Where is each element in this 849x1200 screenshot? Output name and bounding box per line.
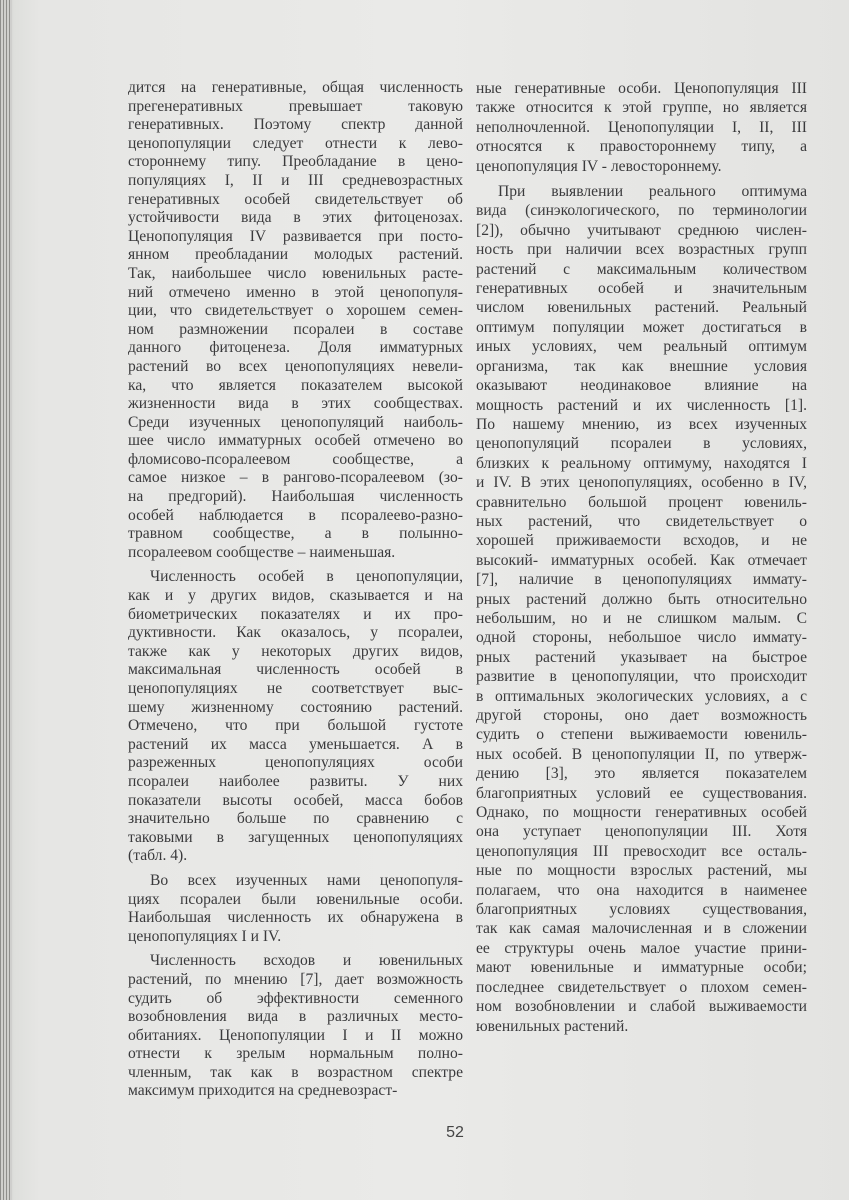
- text-line: устойчивости вида в этих фитоценозах.: [128, 209, 463, 227]
- text-line: ценопопуляция III превосходит все осталь-: [476, 842, 807, 860]
- text-line: ность при наличии всех возрастных групп: [476, 241, 807, 259]
- text-line: псоралеевом сообществе – наименьшая.: [128, 543, 396, 561]
- text-line: травном сообществе, а в полынно-: [128, 525, 463, 543]
- text-line: прегенеративных превышает таковую: [128, 97, 463, 115]
- text-line: растений во всех ценопопуляциях невели-: [128, 357, 463, 375]
- text-line: относятся к правостороннему типу, а: [476, 138, 807, 156]
- left-text-column: [128, 79, 463, 1107]
- text-line: ний отмечено именно в этой ценопопуля-: [128, 283, 463, 301]
- text-line: полагаем, что она находится в наименее: [476, 881, 807, 899]
- text-line: ции, что свидетельствует о хорошем семен-: [128, 302, 463, 320]
- text-line: Отмечено, что при большой густоте: [128, 717, 463, 735]
- text-line: По нашему мнению, из всех изученных: [476, 415, 807, 433]
- text-line: ном размножении псоралеи в составе: [128, 320, 463, 338]
- text-line: дуктивности. Как оказалось, у псоралеи,: [128, 624, 463, 642]
- text-line: одной стороны, небольшое число иммату-: [476, 629, 807, 647]
- text-line: членным, так как в возрастном спектре: [128, 1063, 463, 1081]
- text-line: максимум приходится на средневозраст-: [128, 1082, 398, 1100]
- text-line: шее число имматурных особей отмечено во: [128, 432, 463, 450]
- text-line: дению [3], это является показателем: [476, 765, 807, 783]
- text-line: рных растений указывает на быстрое: [476, 648, 807, 666]
- book-binding-edge: [0, 0, 12, 1200]
- text-line: на предгорий). Наибольшая численность: [128, 488, 463, 506]
- text-line: Численность особей в ценопопуляции,: [150, 568, 463, 586]
- text-line: генеративных. Поэтому спектр данной: [128, 116, 463, 134]
- text-line: возобновления вида в различных место-: [128, 1008, 463, 1026]
- text-line: ценопопуляций псоралеи в условиях,: [476, 435, 807, 453]
- text-line: значительно больше по сравнению с: [128, 810, 463, 828]
- text-line: (табл. 4).: [128, 847, 188, 865]
- right-text-column: [476, 79, 807, 1042]
- text-line: ее структуры очень малое участие прини-: [476, 939, 807, 957]
- text-line: благоприятных условий ее существования.: [476, 784, 807, 802]
- paragraph: [128, 79, 463, 562]
- text-line: другой стороны, оно дает возможность: [476, 707, 807, 724]
- text-line: максимальная численность особей в: [128, 661, 463, 679]
- paragraph: [128, 952, 463, 1101]
- text-line: числом ювенильных растений. Реальный: [476, 299, 807, 317]
- text-line: особей наблюдается в псоралеево-разно-: [128, 506, 463, 524]
- text-line: ном возобновлении и слабой выживаемости: [476, 998, 807, 1016]
- text-line: дится на генеративные, общая численность: [128, 79, 463, 96]
- text-line: псоралеи наиболее развиты. У них: [128, 772, 463, 790]
- text-line: в оптимальных экологических условиях, а с: [476, 687, 807, 705]
- text-line: отнести к зрелым нормальным полно-: [128, 1045, 463, 1063]
- paragraph: [476, 79, 807, 176]
- text-line: близких к реальному оптимуму, находятся I: [476, 454, 807, 472]
- text-line: развитие в ценопопуляции, что происходит: [476, 668, 807, 686]
- text-line: также относится к этой группе, но является: [476, 99, 807, 117]
- text-line: ценопопуляция IV - левостороннему.: [476, 157, 722, 175]
- text-line: растений, по мнению [7], дает возможность: [128, 970, 463, 988]
- text-line: шему жизненному состоянию растений.: [128, 698, 463, 716]
- text-line: последнее свидетельствует о плохом семен-: [476, 978, 807, 996]
- text-line: растений с максимальным количеством: [476, 260, 807, 278]
- paragraph: [128, 872, 463, 946]
- text-line: генеративных особей и значительным: [476, 280, 807, 298]
- text-line: самое низкое – в рангово-псоралеевом (зо-: [128, 469, 463, 487]
- text-line: ценопопуляции следует отнести к лево-: [128, 134, 463, 152]
- text-line: вида (синэкологического, по терминологии: [476, 202, 807, 220]
- text-line: разреженных ценопопуляциях особи: [128, 754, 463, 772]
- text-line: данного фитоценеза. Доля имматурных: [128, 339, 463, 357]
- text-line: неполночленной. Ценопопуляции I, II, III: [476, 118, 807, 136]
- text-line: жизненности вида в этих сообществах.: [128, 395, 463, 413]
- text-line: рных растений должно быть относительно: [476, 590, 807, 608]
- text-line: так как самая малочисленная и в сложении: [476, 920, 807, 938]
- text-line: фломисово-псоралеевом сообществе, а: [128, 450, 463, 468]
- text-line: ных растений, что свидетельствует о: [476, 512, 807, 530]
- text-line: Ценопопуляция IV развивается при посто-: [128, 227, 463, 245]
- text-line: высокий- имматурных особей. Как отмечает: [476, 551, 807, 569]
- text-line: она уступает ценопопуляции III. Хотя: [476, 823, 807, 841]
- text-line: Численность всходов и ювенильных: [150, 952, 463, 970]
- text-line: мают ювенильные и имматурные особи;: [476, 959, 807, 977]
- text-line: Среди изученных ценопопуляций наиболь-: [128, 413, 463, 431]
- text-line: мощность растений и их численность [1].: [476, 396, 807, 414]
- text-line: [2]), обычно учитывают среднюю числен-: [476, 221, 807, 239]
- text-line: и IV. В этих ценопопуляциях, особенно в IV,: [476, 474, 807, 492]
- text-line: благоприятных условиях существования,: [476, 901, 807, 919]
- text-line: ные по мощности взрослых растений, мы: [476, 862, 807, 880]
- text-line: организма, так как внешние условия: [476, 357, 807, 375]
- text-line: обитаниях. Ценопопуляции I и II можно: [128, 1026, 463, 1044]
- paragraph: [128, 568, 463, 866]
- text-line: небольшим, но и не слишком малым. С: [476, 609, 807, 627]
- text-line: Во всех изученных нами ценопопуля-: [150, 871, 463, 889]
- text-line: биометрических показателях и их про-: [128, 605, 463, 623]
- text-line: ценопопуляциях I и IV.: [128, 927, 282, 945]
- text-line: показатели высоты особей, масса бобов: [128, 791, 463, 809]
- text-line: таковыми в загущенных ценопопуляциях: [128, 828, 463, 846]
- text-line: Наибольшая численность их обнаружена в: [128, 909, 463, 927]
- text-line: оптимум популяции может достигаться в: [476, 318, 807, 336]
- text-line: ювенильных растений.: [476, 1017, 629, 1035]
- text-line: ка, что является показателем высокой: [128, 376, 463, 394]
- text-line: иных условиях, чем реальный оптимум: [476, 338, 807, 356]
- text-line: При выявлении реального оптимума: [498, 183, 807, 201]
- text-line: [7], наличие в ценопопуляциях иммату-: [476, 571, 807, 589]
- text-line: судить об эффективности семенного: [128, 989, 463, 1007]
- text-line: стороннему типу. Преобладание в цено-: [128, 153, 463, 171]
- text-line: также как у некоторых других видов,: [128, 642, 463, 660]
- text-line: как и у других видов, сказывается и на: [128, 587, 463, 605]
- text-line: сравнительно большой процент ювениль-: [476, 493, 807, 511]
- page-number: 52: [446, 1124, 464, 1141]
- text-line: оказывают неодинаковое влияние на: [476, 377, 807, 395]
- text-line: Однако, по мощности генеративных особей: [476, 804, 807, 822]
- text-line: ценопопуляциях не соответствует выс-: [128, 680, 463, 697]
- text-line: растений их масса уменьшается. А в: [128, 735, 463, 753]
- text-line: циях псоралеи были ювенильные особи.: [128, 890, 463, 908]
- text-line: ных особей. В ценопопуляции II, по утверж-: [476, 745, 807, 763]
- text-line: судить о степени выживаемости ювениль-: [476, 726, 807, 744]
- text-line: генеративных особей свидетельствует об: [128, 190, 463, 208]
- text-line: популяциях I, II и III средневозрастных: [128, 171, 463, 189]
- text-line: ные генеративные особи. Ценопопуляция III: [476, 80, 807, 97]
- text-line: Так, наибольшее число ювенильных расте-: [128, 264, 463, 282]
- text-line: янном преобладании молодых растений.: [128, 246, 463, 264]
- paragraph: [476, 182, 807, 1036]
- text-line: хорошей приживаемости всходов, и не: [476, 532, 807, 550]
